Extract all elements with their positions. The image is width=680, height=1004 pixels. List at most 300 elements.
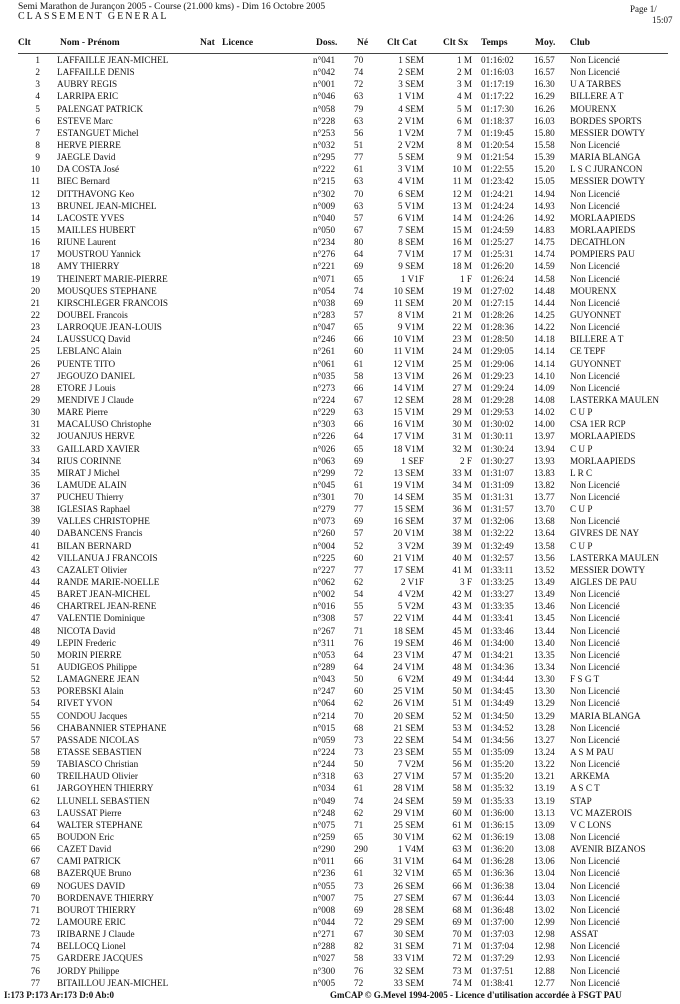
rank-cell: 28 <box>30 382 40 393</box>
avg-speed-cell: 15.05 <box>534 176 555 187</box>
table-row <box>0 710 680 722</box>
page-heading: CLASSEMENT GENERAL <box>18 11 169 22</box>
birth-year-cell: 74 <box>354 67 364 78</box>
time-cell: 01:30:27 <box>481 455 514 466</box>
name-cell: BAZERQUE Bruno <box>57 868 132 879</box>
birth-year-cell: 63 <box>354 200 364 211</box>
rank-cell: 10 <box>30 164 40 175</box>
club-cell: Non Licencié <box>570 892 620 903</box>
rank-cell: 36 <box>30 479 40 490</box>
sex-rank-cell: 61 M <box>452 819 472 830</box>
birth-year-cell: 51 <box>354 139 364 150</box>
category-rank-cell: 1 V1M <box>397 91 424 102</box>
time-cell: 01:37:29 <box>481 953 514 964</box>
birth-year-cell: 75 <box>354 892 364 903</box>
time-cell: 01:36:15 <box>481 819 514 830</box>
table-row <box>0 443 680 455</box>
sex-rank-cell: 59 M <box>452 795 472 806</box>
avg-speed-cell: 12.99 <box>534 916 555 927</box>
club-cell: STAP <box>570 795 592 806</box>
bib-cell: n°221 <box>313 261 336 272</box>
col-avg: Moy. <box>535 38 556 48</box>
category-rank-cell: 33 SEM <box>393 977 424 988</box>
bib-cell: n°244 <box>313 759 336 770</box>
category-rank-cell: 21 V1M <box>393 552 424 563</box>
bib-cell: n°007 <box>313 892 336 903</box>
name-cell: MIRAT J Michel <box>57 467 120 478</box>
time-cell: 01:34:45 <box>481 686 514 697</box>
name-cell: JARGOYHEN THIERRY <box>57 783 154 794</box>
bib-cell: n°002 <box>313 589 336 600</box>
time-cell: 01:37:03 <box>481 929 514 940</box>
sex-rank-cell: 68 M <box>452 904 472 915</box>
avg-speed-cell: 13.94 <box>534 443 555 454</box>
time-cell: 01:31:57 <box>481 504 514 515</box>
time-cell: 01:28:50 <box>481 334 514 345</box>
rank-cell: 4 <box>35 91 40 102</box>
rank-cell: 15 <box>30 224 40 235</box>
category-rank-cell: 4 SEM <box>398 103 424 114</box>
bib-cell: n°041 <box>313 55 336 65</box>
club-cell: Non Licencié <box>570 649 620 660</box>
club-cell: Non Licencié <box>570 916 620 927</box>
table-row <box>0 977 680 989</box>
category-rank-cell: 26 SEM <box>393 880 424 891</box>
rank-cell: 1 <box>35 55 40 65</box>
category-rank-cell: 13 SEM <box>393 467 424 478</box>
club-cell: Non Licencié <box>570 965 620 976</box>
sex-rank-cell: 63 M <box>452 844 472 855</box>
avg-speed-cell: 13.68 <box>534 516 555 527</box>
club-cell: MORLAAPIEDS <box>570 212 636 223</box>
category-rank-cell: 17 V1M <box>393 431 424 442</box>
table-row <box>0 103 680 115</box>
bib-cell: n°044 <box>313 916 336 927</box>
birth-year-cell: 60 <box>354 686 364 697</box>
table-row <box>0 637 680 649</box>
avg-speed-cell: 14.25 <box>534 309 555 320</box>
name-cell: BELLOCQ Lionel <box>57 941 126 952</box>
table-row <box>0 151 680 163</box>
rank-cell: 3 <box>35 79 40 90</box>
sex-rank-cell: 15 M <box>452 224 472 235</box>
avg-speed-cell: 12.98 <box>534 941 555 952</box>
club-cell: A S M PAU <box>570 747 614 758</box>
sex-rank-cell: 56 M <box>452 759 472 770</box>
avg-speed-cell: 14.93 <box>534 200 555 211</box>
category-rank-cell: 15 SEM <box>393 504 424 515</box>
club-cell: CE TEPF <box>570 346 606 357</box>
birth-year-cell: 66 <box>354 334 364 345</box>
club-cell: C U P <box>570 407 593 418</box>
avg-speed-cell: 13.30 <box>534 686 555 697</box>
bib-cell: n°273 <box>313 382 336 393</box>
sex-rank-cell: 23 M <box>452 334 472 345</box>
bib-cell: n°246 <box>313 334 336 345</box>
birth-year-cell: 61 <box>354 358 364 369</box>
sex-rank-cell: 38 M <box>452 528 472 539</box>
category-rank-cell: 19 V1M <box>393 479 424 490</box>
club-cell: L S C JURANCON <box>570 164 643 175</box>
time-cell: 01:24:26 <box>481 212 514 223</box>
sex-rank-cell: 3 M <box>456 79 472 90</box>
time-cell: 01:36:28 <box>481 856 514 867</box>
table-row <box>0 370 680 382</box>
rank-cell: 49 <box>30 637 40 648</box>
sex-rank-cell: 21 M <box>452 309 472 320</box>
birth-year-cell: 63 <box>354 176 364 187</box>
sex-rank-cell: 5 M <box>456 103 472 114</box>
rank-cell: 32 <box>30 431 40 442</box>
time-cell: 01:19:45 <box>481 127 514 138</box>
category-rank-cell: 20 V1M <box>393 528 424 539</box>
club-cell: BILLERE A T <box>570 334 624 345</box>
avg-speed-cell: 13.70 <box>534 504 555 515</box>
birth-year-cell: 60 <box>354 552 364 563</box>
table-row <box>0 273 680 285</box>
table-row <box>0 66 680 78</box>
category-rank-cell: 8 SEM <box>398 237 424 248</box>
category-rank-cell: 18 SEM <box>393 625 424 636</box>
club-cell: Non Licencié <box>570 589 620 600</box>
bib-cell: n°032 <box>313 139 336 150</box>
avg-speed-cell: 13.97 <box>534 431 555 442</box>
time-cell: 01:37:04 <box>481 941 514 952</box>
rank-cell: 21 <box>30 297 40 308</box>
rank-cell: 70 <box>30 892 40 903</box>
birth-year-cell: 55 <box>354 601 364 612</box>
table-row <box>0 661 680 673</box>
rank-cell: 58 <box>30 747 40 758</box>
table-row <box>0 685 680 697</box>
name-cell: ESTEVE Marc <box>57 115 113 126</box>
bib-cell: n°259 <box>313 832 336 842</box>
avg-speed-cell: 13.82 <box>534 479 555 490</box>
bib-cell: n°271 <box>313 929 336 940</box>
time-cell: 01:30:02 <box>481 419 514 430</box>
table-row <box>0 649 680 661</box>
category-rank-cell: 22 V1M <box>393 613 424 624</box>
bib-cell: n°009 <box>313 200 336 211</box>
event-title: Semi Marathon de Jurançon 2005 - Course (21.000 kms) - Dim 16 Octobre 2005 <box>18 2 326 12</box>
rank-cell: 61 <box>30 783 40 794</box>
avg-speed-cell: 14.18 <box>534 334 555 345</box>
birth-year-cell: 63 <box>354 407 364 418</box>
table-row <box>0 248 680 260</box>
club-cell: V C LONS <box>570 819 612 830</box>
results-table <box>0 54 680 989</box>
category-rank-cell: 26 V1M <box>393 698 424 709</box>
table-row <box>0 309 680 321</box>
table-row <box>0 527 680 539</box>
time-cell: 01:35:09 <box>481 747 514 758</box>
time-cell: 01:31:31 <box>481 492 514 503</box>
time-cell: 01:25:31 <box>481 249 514 260</box>
birth-year-cell: 56 <box>354 127 364 138</box>
birth-year-cell: 68 <box>354 722 364 733</box>
time-cell: 01:21:54 <box>481 152 514 163</box>
club-cell: Non Licencié <box>570 637 620 648</box>
rank-cell: 50 <box>30 649 40 660</box>
rank-cell: 25 <box>30 346 40 357</box>
name-cell: BARET JEAN-MICHEL <box>57 589 150 600</box>
bib-cell: n°295 <box>313 152 336 163</box>
avg-speed-cell: 13.49 <box>534 577 555 588</box>
sex-rank-cell: 45 M <box>452 625 472 636</box>
birth-year-cell: 57 <box>354 528 364 539</box>
bib-cell: n°248 <box>313 807 336 818</box>
category-rank-cell: 9 SEM <box>398 261 424 272</box>
sex-rank-cell: 2 F <box>459 455 472 466</box>
bib-cell: n°040 <box>313 212 336 223</box>
table-row <box>0 90 680 102</box>
category-rank-cell: 17 SEM <box>393 564 424 575</box>
birth-year-cell: 50 <box>354 759 364 770</box>
birth-year-cell: 66 <box>354 856 364 867</box>
club-cell: Non Licencié <box>570 904 620 915</box>
name-cell: GARDERE JACQUES <box>57 953 144 964</box>
bib-cell: n°308 <box>313 613 336 624</box>
time-cell: 01:27:15 <box>481 297 514 308</box>
birth-year-cell: 70 <box>354 710 364 721</box>
sex-rank-cell: 16 M <box>452 237 472 248</box>
bib-cell: n°062 <box>313 577 336 588</box>
bib-cell: n°073 <box>313 516 336 527</box>
club-cell: Non Licencié <box>570 856 620 867</box>
col-bib: Doss. <box>316 38 338 48</box>
sex-rank-cell: 70 M <box>452 929 472 940</box>
name-cell: LAMUDE ALAIN <box>57 479 127 490</box>
club-cell: Non Licencié <box>570 880 620 891</box>
category-rank-cell: 13 V1M <box>393 370 424 381</box>
rank-cell: 19 <box>30 273 40 284</box>
category-rank-cell: 1 V4M <box>397 844 424 855</box>
birth-year-cell: 74 <box>354 795 364 806</box>
time-cell: 01:28:36 <box>481 322 514 333</box>
category-rank-cell: 27 V1M <box>393 771 424 782</box>
club-cell: Non Licencié <box>570 686 620 697</box>
table-row <box>0 467 680 479</box>
name-cell: LLUNELL SEBASTIEN <box>57 795 150 806</box>
bib-cell: n°063 <box>313 455 336 466</box>
sex-rank-cell: 57 M <box>452 771 472 782</box>
table-row <box>0 904 680 916</box>
name-cell: AUBRY REGIS <box>57 79 118 90</box>
name-cell: JORDY Philippe <box>57 965 120 976</box>
table-row <box>0 758 680 770</box>
club-cell: Non Licencié <box>570 261 620 272</box>
avg-speed-cell: 13.35 <box>534 649 555 660</box>
birth-year-cell: 61 <box>354 164 364 175</box>
bib-cell: n°053 <box>313 649 336 660</box>
sex-rank-cell: 67 M <box>452 892 472 903</box>
rank-cell: 30 <box>30 407 40 418</box>
sex-rank-cell: 50 M <box>452 686 472 697</box>
rank-cell: 77 <box>30 977 40 988</box>
sex-rank-cell: 27 M <box>452 382 472 393</box>
sex-rank-cell: 51 M <box>452 698 472 709</box>
table-row <box>0 224 680 236</box>
birth-year-cell: 50 <box>354 674 364 685</box>
category-rank-cell: 24 SEM <box>393 795 424 806</box>
category-rank-cell: 25 SEM <box>393 819 424 830</box>
sex-rank-cell: 4 M <box>456 91 472 102</box>
name-cell: VALLES CHRISTOPHE <box>57 516 150 527</box>
sex-rank-cell: 69 M <box>452 916 472 927</box>
time-cell: 01:30:11 <box>481 431 514 442</box>
avg-speed-cell: 13.49 <box>534 589 555 600</box>
name-cell: VILLANUA J FRANCOIS <box>57 552 158 563</box>
table-row <box>0 564 680 576</box>
category-rank-cell: 6 SEM <box>398 188 424 199</box>
name-cell: LARRIPA ERIC <box>57 91 119 102</box>
time-cell: 01:17:19 <box>481 79 514 90</box>
category-rank-cell: 12 SEM <box>393 394 424 405</box>
rank-cell: 73 <box>30 929 40 940</box>
table-row <box>0 722 680 734</box>
time-cell: 01:27:02 <box>481 285 514 296</box>
table-row <box>0 552 680 564</box>
category-rank-cell: 12 V1M <box>393 358 424 369</box>
name-cell: GAILLARD XAVIER <box>57 443 140 454</box>
bib-cell: n°046 <box>313 91 336 102</box>
time-cell: 01:38:41 <box>481 977 514 988</box>
bib-cell: n°016 <box>313 601 336 612</box>
club-cell: Non Licencié <box>570 759 620 770</box>
birth-year-cell: 64 <box>354 649 364 660</box>
category-rank-cell: 16 V1M <box>393 419 424 430</box>
col-sex: Clt Sx <box>443 38 469 48</box>
table-row <box>0 952 680 964</box>
avg-speed-cell: 14.92 <box>534 212 555 223</box>
time-cell: 01:34:00 <box>481 637 514 648</box>
rank-cell: 6 <box>35 115 40 126</box>
club-cell: Non Licencié <box>570 188 620 199</box>
avg-speed-cell: 13.44 <box>534 625 555 636</box>
category-rank-cell: 32 SEM <box>393 965 424 976</box>
name-cell: MOUSTROU Yannick <box>57 249 141 260</box>
table-row <box>0 855 680 867</box>
rank-cell: 12 <box>30 188 40 199</box>
table-row <box>0 163 680 175</box>
name-cell: CAZET David <box>57 844 112 855</box>
category-rank-cell: 28 SEM <box>393 904 424 915</box>
birth-year-cell: 77 <box>354 564 364 575</box>
birth-year-cell: 67 <box>354 929 364 940</box>
birth-year-cell: 65 <box>354 832 364 842</box>
table-row <box>0 588 680 600</box>
club-cell: AVENIR BIZANOS <box>570 844 646 855</box>
club-cell: MESSIER DOWTY <box>570 127 646 138</box>
name-cell: LEBLANC Alain <box>57 346 122 357</box>
rank-cell: 44 <box>30 577 40 588</box>
club-cell: Non Licencié <box>570 625 620 636</box>
birth-year-cell: 70 <box>354 55 364 65</box>
col-license: Licence <box>222 38 254 48</box>
sex-rank-cell: 36 M <box>452 504 472 515</box>
avg-speed-cell: 13.64 <box>534 528 555 539</box>
rank-cell: 46 <box>30 601 40 612</box>
time-cell: 01:36:44 <box>481 892 514 903</box>
birth-year-cell: 72 <box>354 916 364 927</box>
table-row <box>0 540 680 552</box>
time-cell: 01:26:24 <box>481 273 514 284</box>
birth-year-cell: 58 <box>354 370 364 381</box>
name-cell: KIRSCHLEGER FRANCOIS <box>57 297 169 308</box>
category-rank-cell: 5 V2M <box>397 601 424 612</box>
rank-cell: 43 <box>30 564 40 575</box>
category-rank-cell: 30 SEM <box>393 929 424 940</box>
sex-rank-cell: 24 M <box>452 346 472 357</box>
club-cell: MARIA BLANGA <box>570 710 641 721</box>
bib-cell: n°300 <box>313 965 336 976</box>
club-cell: GUYONNET <box>570 309 622 320</box>
bib-cell: n°034 <box>313 783 336 794</box>
rank-cell: 68 <box>30 868 40 879</box>
avg-speed-cell: 16.26 <box>534 103 555 114</box>
sex-rank-cell: 72 M <box>452 953 472 964</box>
time-cell: 01:35:20 <box>481 759 514 770</box>
category-rank-cell: 31 V1M <box>393 856 424 867</box>
table-row <box>0 625 680 637</box>
avg-speed-cell: 14.00 <box>534 419 555 430</box>
time-cell: 01:33:25 <box>481 577 514 588</box>
name-cell: VALENTIE Dominique <box>57 613 145 624</box>
club-cell: Non Licencié <box>570 516 620 527</box>
birth-year-cell: 76 <box>354 637 364 648</box>
table-row <box>0 612 680 624</box>
name-cell: JOUANJUS HERVE <box>57 431 135 442</box>
category-rank-cell: 10 V1M <box>393 334 424 345</box>
birth-year-cell: 77 <box>354 504 364 515</box>
bib-cell: n°253 <box>313 127 336 138</box>
table-row <box>0 515 680 527</box>
category-rank-cell: 21 SEM <box>393 722 424 733</box>
sex-rank-cell: 73 M <box>452 965 472 976</box>
birth-year-cell: 62 <box>354 577 364 588</box>
rank-cell: 18 <box>30 261 40 272</box>
table-row <box>0 807 680 819</box>
avg-speed-cell: 14.74 <box>534 249 555 260</box>
bib-cell: n°288 <box>313 941 336 952</box>
birth-year-cell: 57 <box>354 212 364 223</box>
time-cell: 01:25:27 <box>481 237 514 248</box>
category-rank-cell: 5 SEM <box>398 152 424 163</box>
birth-year-cell: 69 <box>354 297 364 308</box>
avg-speed-cell: 15.39 <box>534 152 555 163</box>
name-cell: JEGOUZO DANIEL <box>57 370 135 381</box>
sex-rank-cell: 25 M <box>452 358 472 369</box>
club-cell: MARIA BLANGA <box>570 152 641 163</box>
col-cat: Clt Cat <box>387 38 417 48</box>
birth-year-cell: 61 <box>354 868 364 879</box>
avg-speed-cell: 15.80 <box>534 127 555 138</box>
bib-cell: n°290 <box>313 844 336 855</box>
category-rank-cell: 23 SEM <box>393 747 424 758</box>
bib-cell: n°038 <box>313 297 336 308</box>
table-row <box>0 940 680 952</box>
sex-rank-cell: 32 M <box>452 443 472 454</box>
sex-rank-cell: 33 M <box>452 467 472 478</box>
avg-speed-cell: 13.28 <box>534 722 555 733</box>
rank-cell: 23 <box>30 322 40 333</box>
club-cell: MESSIER DOWTY <box>570 564 646 575</box>
time-cell: 01:36:00 <box>481 807 514 818</box>
time-cell: 01:36:19 <box>481 832 514 842</box>
avg-speed-cell: 13.08 <box>534 832 555 842</box>
birth-year-cell: 65 <box>354 443 364 454</box>
club-cell: VC MAZEROIS <box>570 807 633 818</box>
